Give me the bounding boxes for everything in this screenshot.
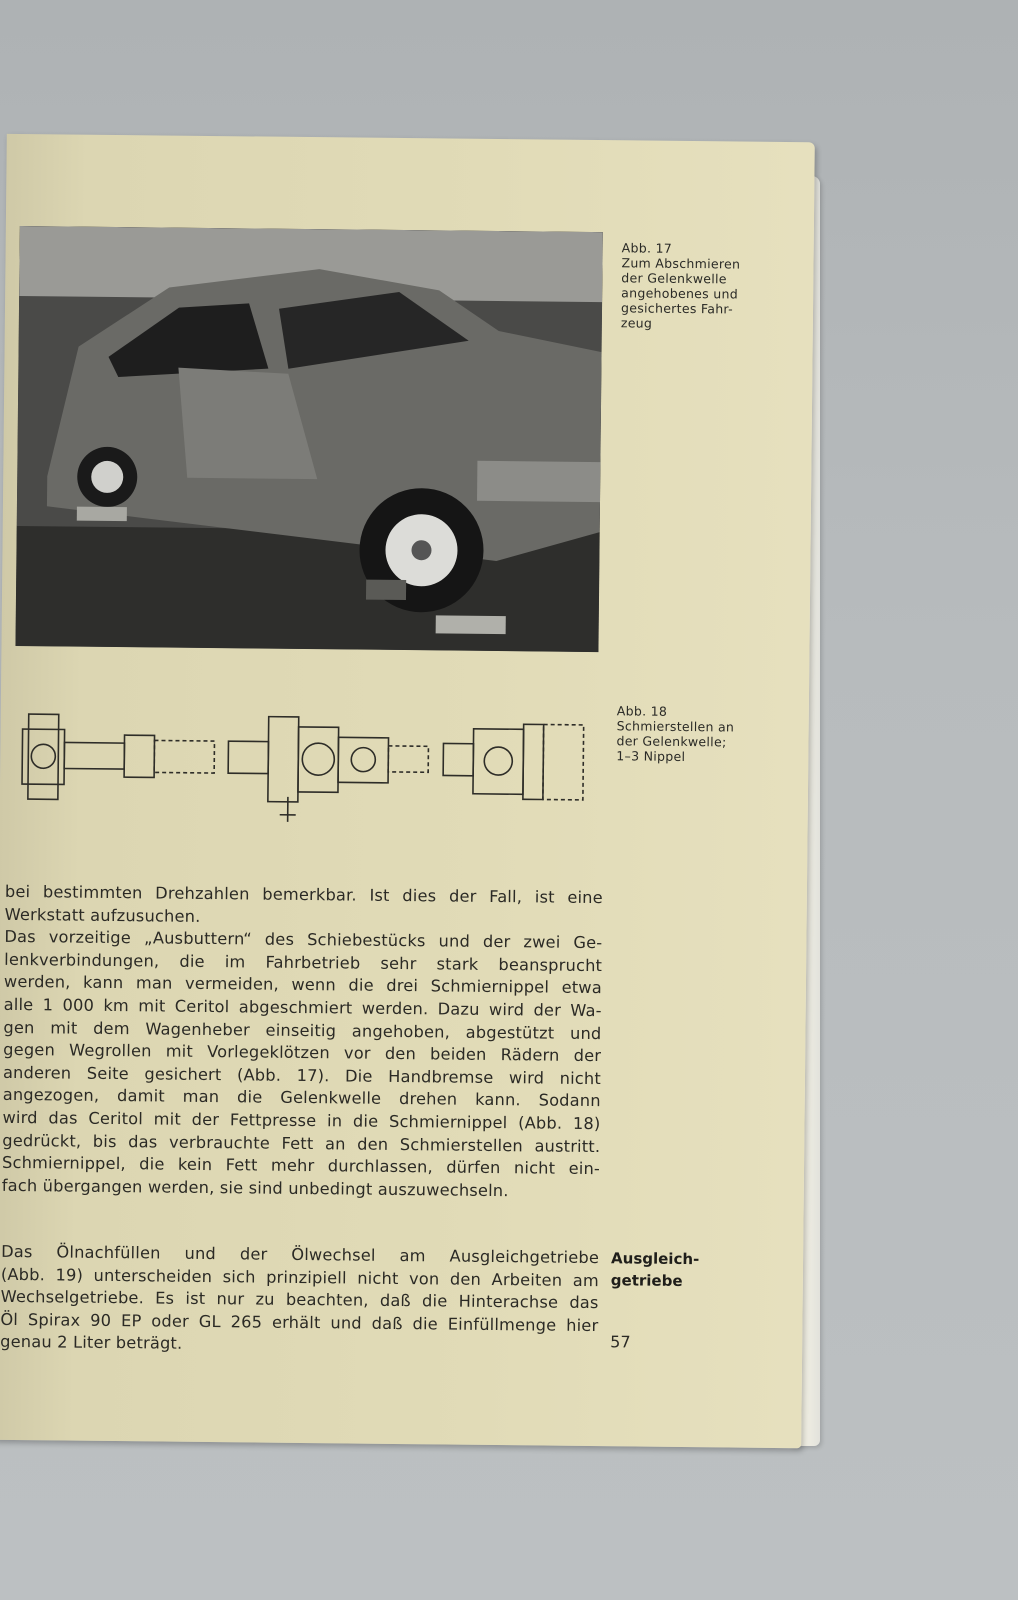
text-line: Werkstatt aufzusuchen. bbox=[4, 904, 201, 926]
caption-line: Schmierstellen an bbox=[616, 718, 735, 735]
text-line: lenkverbindungen, die im Fahrbetrieb sehr stark beansprucht bbox=[4, 949, 603, 975]
text-line: wird das Ceritol mit der Fettpresse in die Schmiernippel (Abb. 18) bbox=[2, 1107, 601, 1134]
text-line: gen mit dem Wagenheber einseitig angehoben, abgestützt und bbox=[3, 1017, 602, 1043]
text-line: Schmiernippel, die kein Fett mehr durchlassen, dürfen nicht ein- bbox=[1, 1152, 601, 1179]
figure-18-caption bbox=[616, 703, 749, 764]
caption-line: Abb. 18 bbox=[616, 703, 668, 719]
text-line: Das vorzeitige „Ausbuttern“ des Schiebestücks und der zwei Ge- bbox=[4, 927, 603, 953]
caption-line: zeug bbox=[620, 315, 653, 331]
caption-line: Abb. 17 bbox=[621, 240, 673, 256]
side-heading-line: getriebe bbox=[610, 1271, 683, 1290]
figure-17-caption bbox=[621, 240, 754, 331]
caption-line: 1–3 Nippel bbox=[616, 748, 686, 764]
text-line: gedrückt, bis das verbrauchte Fett an den Schmierstellen austritt. bbox=[2, 1130, 601, 1156]
text-line: fach übergangen werden, sie sind unbedingt auszuwechseln. bbox=[1, 1175, 509, 1200]
caption-line: angehobenes und bbox=[621, 285, 739, 302]
text-line: gegen Wegrollen mit Vorlegeklötzen vor den beiden Rädern der bbox=[3, 1040, 602, 1066]
text-line: angezogen, damit man die Gelenkwelle drehen kann. Sodann bbox=[2, 1085, 601, 1111]
text-line: genau 2 Liter beträgt. bbox=[0, 1332, 183, 1354]
body-paragraph-2 bbox=[0, 1241, 599, 1360]
text-line: Das Ölnachfüllen und der Ölwechsel am Ausgleichgetriebe bbox=[1, 1241, 600, 1268]
side-heading bbox=[611, 1247, 700, 1292]
caption-line: der Gelenkwelle; bbox=[616, 733, 727, 750]
text-line: bei bestimmten Drehzahlen bemerkbar. Ist dies der Fall, ist eine bbox=[4, 881, 603, 908]
side-heading-line: Ausgleich- bbox=[610, 1249, 700, 1269]
text-line: Wechselgetriebe. Es ist nur zu beachten, daß die Hinterachse das bbox=[0, 1287, 599, 1313]
body-paragraph-1 bbox=[2, 881, 603, 1204]
text-line: anderen Seite gesichert (Abb. 17). Die Handbremse wird nicht bbox=[2, 1062, 602, 1088]
caption-line: der Gelenkwelle bbox=[621, 270, 727, 287]
caption-line: gesichertes Fahr- bbox=[620, 300, 734, 317]
caption-line: Zum Abschmieren bbox=[621, 255, 741, 272]
book-page bbox=[0, 134, 815, 1448]
figure-18-drawing bbox=[18, 694, 604, 830]
text-line: Öl Spirax 90 EP oder GL 265 erhält und daß die Einfüllmenge hier bbox=[0, 1309, 599, 1335]
text-line: (Abb. 19) unterscheiden sich prinzipiell nicht von den Arbeiten am bbox=[0, 1264, 599, 1290]
page-number: 57 bbox=[610, 1332, 631, 1352]
text-line: alle 1 000 km mit Ceritol abgeschmiert werden. Dazu wird der Wa- bbox=[3, 994, 602, 1021]
figure-17-photo bbox=[15, 226, 602, 652]
text-line: werden, kann man vermeiden, wenn die drei Schmiernippel etwa bbox=[3, 972, 603, 998]
